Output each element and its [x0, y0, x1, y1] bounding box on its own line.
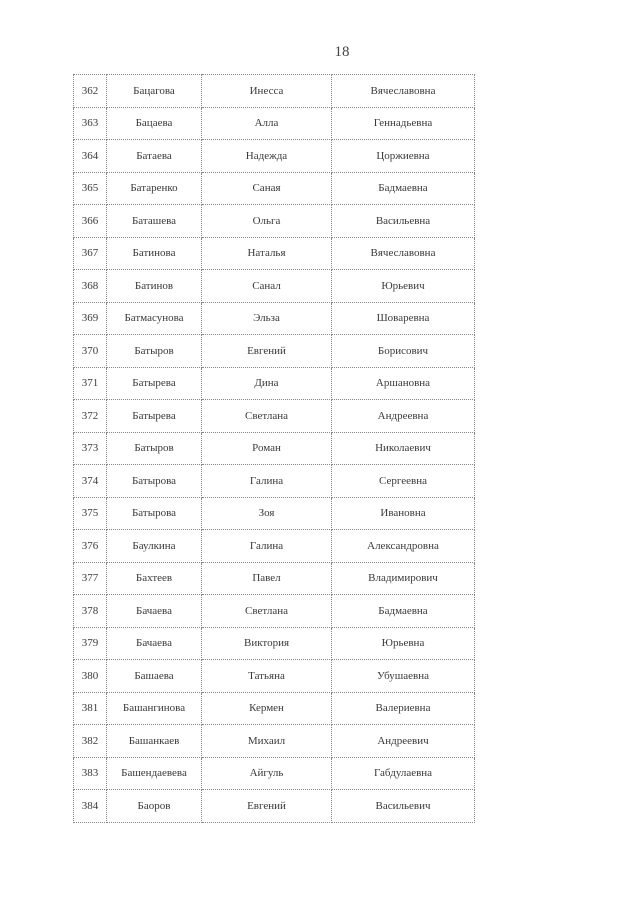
table-row	[74, 562, 475, 595]
first-name-cell: Ольга	[202, 205, 332, 238]
last-name-cell: Батырова	[107, 465, 202, 498]
row-number-cell: 373	[74, 432, 107, 465]
last-name-cell: Бачаева	[107, 627, 202, 660]
last-name-cell: Башендаевева	[107, 757, 202, 790]
patronymic-cell: Цоржиевна	[332, 140, 475, 173]
row-number-cell: 365	[74, 172, 107, 205]
table-row	[74, 140, 475, 173]
table-row	[74, 660, 475, 693]
first-name-cell: Татьяна	[202, 660, 332, 693]
row-number-cell: 366	[74, 205, 107, 238]
table-row	[74, 757, 475, 790]
first-name-cell: Галина	[202, 465, 332, 498]
row-number-cell: 374	[74, 465, 107, 498]
last-name-cell: Бахтеев	[107, 562, 202, 595]
patronymic-cell: Бадмаевна	[332, 172, 475, 205]
last-name-cell: Батырева	[107, 367, 202, 400]
patronymic-cell: Александровна	[332, 530, 475, 563]
table-row	[74, 692, 475, 725]
row-number-cell: 369	[74, 302, 107, 335]
first-name-cell: Евгений	[202, 790, 332, 823]
table-row	[74, 400, 475, 433]
first-name-cell: Роман	[202, 432, 332, 465]
last-name-cell: Бачаева	[107, 595, 202, 628]
first-name-cell: Павел	[202, 562, 332, 595]
roster-body	[74, 75, 475, 823]
table-row	[74, 465, 475, 498]
patronymic-cell: Андреевич	[332, 725, 475, 758]
table-row	[74, 595, 475, 628]
first-name-cell: Санал	[202, 270, 332, 303]
table-row	[74, 530, 475, 563]
table-row	[74, 497, 475, 530]
patronymic-cell: Борисович	[332, 335, 475, 368]
table-row	[74, 75, 475, 108]
row-number-cell: 370	[74, 335, 107, 368]
row-number-cell: 376	[74, 530, 107, 563]
last-name-cell: Батырева	[107, 400, 202, 433]
row-number-cell: 382	[74, 725, 107, 758]
table-row	[74, 205, 475, 238]
patronymic-cell: Шоваревна	[332, 302, 475, 335]
row-number-cell: 381	[74, 692, 107, 725]
table-row	[74, 725, 475, 758]
row-number-cell: 384	[74, 790, 107, 823]
patronymic-cell: Аршановна	[332, 367, 475, 400]
table-row	[74, 627, 475, 660]
first-name-cell: Зоя	[202, 497, 332, 530]
first-name-cell: Наталья	[202, 237, 332, 270]
last-name-cell: Баташева	[107, 205, 202, 238]
page-number: 18	[334, 44, 350, 60]
last-name-cell: Батаренко	[107, 172, 202, 205]
last-name-cell: Башанкаев	[107, 725, 202, 758]
table-row	[74, 107, 475, 140]
patronymic-cell: Валериевна	[332, 692, 475, 725]
patronymic-cell: Юрьевич	[332, 270, 475, 303]
first-name-cell: Светлана	[202, 595, 332, 628]
patronymic-cell: Габдулаевна	[332, 757, 475, 790]
first-name-cell: Айгуль	[202, 757, 332, 790]
patronymic-cell: Вячеславовна	[332, 75, 475, 108]
last-name-cell: Батыров	[107, 335, 202, 368]
last-name-cell: Баулкина	[107, 530, 202, 563]
row-number-cell: 364	[74, 140, 107, 173]
last-name-cell: Баоров	[107, 790, 202, 823]
first-name-cell: Эльза	[202, 302, 332, 335]
first-name-cell: Инесса	[202, 75, 332, 108]
row-number-cell: 380	[74, 660, 107, 693]
last-name-cell: Бацаева	[107, 107, 202, 140]
patronymic-cell: Николаевич	[332, 432, 475, 465]
table-row	[74, 172, 475, 205]
last-name-cell: Батинова	[107, 237, 202, 270]
table-row	[74, 790, 475, 823]
last-name-cell: Бацагова	[107, 75, 202, 108]
row-number-cell: 379	[74, 627, 107, 660]
row-number-cell: 378	[74, 595, 107, 628]
row-number-cell: 368	[74, 270, 107, 303]
first-name-cell: Галина	[202, 530, 332, 563]
last-name-cell: Башаева	[107, 660, 202, 693]
patronymic-cell: Бадмаевна	[332, 595, 475, 628]
row-number-cell: 377	[74, 562, 107, 595]
roster-table	[73, 74, 475, 823]
first-name-cell: Светлана	[202, 400, 332, 433]
last-name-cell: Батырова	[107, 497, 202, 530]
patronymic-cell: Андреевна	[332, 400, 475, 433]
first-name-cell: Дина	[202, 367, 332, 400]
row-number-cell: 372	[74, 400, 107, 433]
first-name-cell: Алла	[202, 107, 332, 140]
row-number-cell: 375	[74, 497, 107, 530]
first-name-cell: Надежда	[202, 140, 332, 173]
patronymic-cell: Вячеславовна	[332, 237, 475, 270]
table-row	[74, 432, 475, 465]
patronymic-cell: Сергеевна	[332, 465, 475, 498]
first-name-cell: Виктория	[202, 627, 332, 660]
table-row	[74, 237, 475, 270]
row-number-cell: 367	[74, 237, 107, 270]
row-number-cell: 371	[74, 367, 107, 400]
row-number-cell: 383	[74, 757, 107, 790]
first-name-cell: Саная	[202, 172, 332, 205]
patronymic-cell: Васильевич	[332, 790, 475, 823]
last-name-cell: Батмасунова	[107, 302, 202, 335]
patronymic-cell: Убушаевна	[332, 660, 475, 693]
patronymic-cell: Васильевна	[332, 205, 475, 238]
table-row	[74, 302, 475, 335]
table-row	[74, 335, 475, 368]
row-number-cell: 363	[74, 107, 107, 140]
last-name-cell: Батинов	[107, 270, 202, 303]
table-row	[74, 367, 475, 400]
table-row	[74, 270, 475, 303]
patronymic-cell: Юрьевна	[332, 627, 475, 660]
first-name-cell: Евгений	[202, 335, 332, 368]
last-name-cell: Батыров	[107, 432, 202, 465]
first-name-cell: Михаил	[202, 725, 332, 758]
last-name-cell: Башангинова	[107, 692, 202, 725]
patronymic-cell: Ивановна	[332, 497, 475, 530]
first-name-cell: Кермен	[202, 692, 332, 725]
patronymic-cell: Владимирович	[332, 562, 475, 595]
last-name-cell: Батаева	[107, 140, 202, 173]
row-number-cell: 362	[74, 75, 107, 108]
patronymic-cell: Геннадьевна	[332, 107, 475, 140]
